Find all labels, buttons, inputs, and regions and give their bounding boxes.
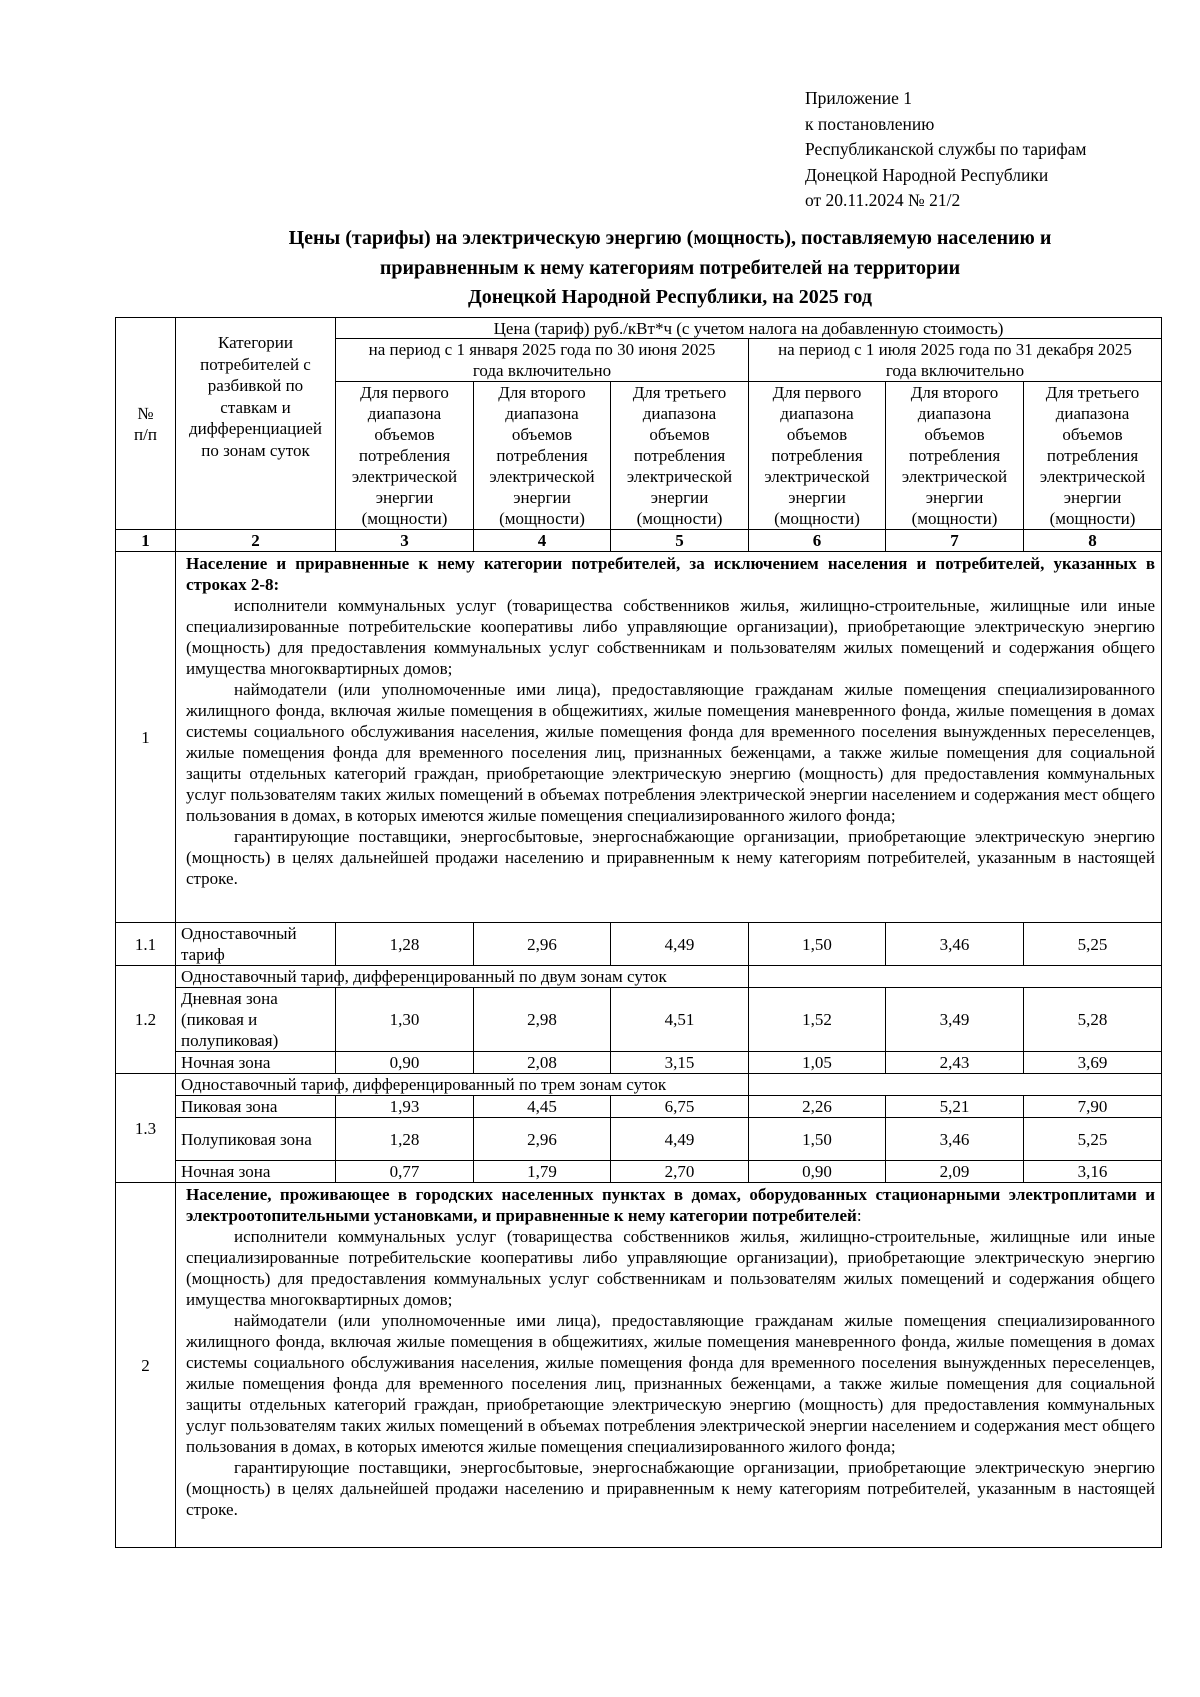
row-label: Полупиковая зона <box>176 1118 336 1161</box>
column-number: 3 <box>336 530 474 552</box>
tariff-value: 2,08 <box>474 1052 611 1074</box>
tariff-value: 3,69 <box>1024 1052 1162 1074</box>
title-line: Донецкой Народной Республики, на 2025 год <box>468 286 872 308</box>
tariff-value: 1,05 <box>749 1052 886 1074</box>
appendix-line: Республиканской службы по тарифам <box>805 139 1087 159</box>
tariff-value: 6,75 <box>611 1096 749 1118</box>
table-row <box>116 1074 1162 1096</box>
tariff-value: 2,09 <box>886 1161 1024 1183</box>
tariff-value: 5,28 <box>1024 988 1162 1052</box>
appendix-line: Приложение 1 <box>805 88 913 108</box>
header-price: Цена (тариф) руб./кВт*ч (с учетом налога на добавленную стоимость) <box>336 318 1162 339</box>
section-2-description <box>176 1183 1162 1548</box>
tariff-value: 2,43 <box>886 1052 1024 1074</box>
section-heading: Население и приравненные к нему категории потребителей, за исключением населения и потребителей, указанных в строках 2-8: <box>186 554 1156 594</box>
column-number: 6 <box>749 530 886 552</box>
tariff-value: 1,93 <box>336 1096 474 1118</box>
column-number: 1 <box>116 530 176 552</box>
appendix-line: к постановлению <box>805 113 935 134</box>
tariff-value: 1,52 <box>749 988 886 1052</box>
section-paragraph: наймодатели (или уполномоченные ими лица), предоставляющие гражданам жилые помещения специализированного жилищного фонда, включая жилые помещения в общежитиях, жилые помещения маневренного фонда, жилые помещения в домах системы социального обслуживания населения, жилые помещения фонда для временного поселения вынужденных переселенцев, жилые помещения фонда для временного поселения лиц, признанных беженцами, а также жилые помещения для социальной защиты отдельных категорий граждан, приобретающие электрическую энергию (мощность) для предоставления коммунальных услуг пользователям таких жилых помещений в объемах потребления электрической энергии населением и содержания мест общего пользования в домах, в которых имеются жилые помещения специализированного жилого фонда; <box>186 1311 1156 1456</box>
header-range-2: Для второго диапазона объемов потребления электрической энергии (мощности) <box>474 382 611 530</box>
row-label: Пиковая зона <box>176 1096 336 1118</box>
appendix-block <box>805 86 1087 214</box>
table-row <box>116 1161 1162 1183</box>
tariff-value: 1,50 <box>749 923 886 966</box>
tariff-value: 3,46 <box>886 1118 1024 1161</box>
section-2-row <box>116 1183 1162 1548</box>
column-number: 4 <box>474 530 611 552</box>
section-paragraph: исполнители коммунальных услуг (товарищества собственников жилья, жилищно-строительные, жилищные или иные специализированные потребительские кооперативы либо управляющие организации), приобретающие электрическую энергию (мощность) для предоставления коммунальных услуг собственникам и пользователям жилых помещений и содержания общего имущества многоквартирных домов; <box>186 596 1156 678</box>
section-heading-tail: : <box>856 1206 862 1225</box>
tariff-value: 7,90 <box>1024 1096 1162 1118</box>
appendix-line: Донецкой Народной Республики <box>805 164 1049 185</box>
column-number: 2 <box>176 530 336 552</box>
tariff-value: 4,51 <box>611 988 749 1052</box>
section-heading: Население, проживающее в городских населенных пунктах в домах, оборудованных стационарными электроплитами и электроотопительными установками, и приравненные к нему категории потребителей <box>186 1185 1156 1225</box>
tariff-value: 5,25 <box>1024 923 1162 966</box>
row-label: Одноставочный тариф <box>176 923 336 966</box>
tariff-value: 2,70 <box>611 1161 749 1183</box>
section-1-row <box>116 552 1162 923</box>
header-period-1: на период с 1 января 2025 года по 30 июня 2025 года включительно <box>336 339 749 382</box>
tariff-value: 1,79 <box>474 1161 611 1183</box>
table-row <box>116 988 1162 1052</box>
tariff-table <box>115 317 1162 1548</box>
row-number: 1.1 <box>116 923 176 966</box>
header-range-1: Для первого диапазона объемов потребления электрической энергии (мощности) <box>336 382 474 530</box>
title-line: приравненным к нему категориям потребителей на территории <box>379 256 961 279</box>
row-number: 1.2 <box>116 966 176 1074</box>
appendix-date-line: от 20.11.2024 № 21/2 <box>805 190 961 210</box>
tariff-value: 4,49 <box>611 1118 749 1161</box>
column-number: 7 <box>886 530 1024 552</box>
tariff-value: 1,28 <box>336 1118 474 1161</box>
table-row <box>116 966 1162 988</box>
row-subheading: Одноставочный тариф, дифференцированный по двум зонам суток <box>176 966 749 988</box>
tariff-value: 4,49 <box>611 923 749 966</box>
section-paragraph: исполнители коммунальных услуг (товарищества собственников жилья, жилищно-строительные, жилищные или иные специализированные потребительские кооперативы либо управляющие организации), приобретающие электрическую энергию (мощность) для предоставления коммунальных услуг собственникам и пользователям жилых помещений и содержания общего имущества многоквартирных домов; <box>186 1227 1156 1309</box>
column-number: 8 <box>1024 530 1162 552</box>
tariff-value: 1,50 <box>749 1118 886 1161</box>
tariff-value: 2,98 <box>474 988 611 1052</box>
table-row <box>116 1052 1162 1074</box>
tariff-value: 2,96 <box>474 923 611 966</box>
empty-cell <box>749 966 1162 988</box>
section-1-description <box>176 552 1162 923</box>
tariff-value: 3,15 <box>611 1052 749 1074</box>
column-number: 5 <box>611 530 749 552</box>
tariff-value: 5,21 <box>886 1096 1024 1118</box>
row-label: Ночная зона <box>176 1161 336 1183</box>
section-paragraph: гарантирующие поставщики, энергосбытовые, энергоснабжающие организации, приобретающие электрическую энергию (мощность) в целях дальнейшей продажи населению и приравненным к нему категориям потребителей, указанным в настоящей строке. <box>186 1458 1156 1519</box>
tariff-value: 3,16 <box>1024 1161 1162 1183</box>
row-label: Ночная зона <box>176 1052 336 1074</box>
tariff-value: 2,96 <box>474 1118 611 1161</box>
tariff-value: 5,25 <box>1024 1118 1162 1161</box>
header-range-3: Для третьего диапазона объемов потребления электрической энергии (мощности) <box>1024 382 1162 530</box>
title-line: Цены (тарифы) на электрическую энергию (мощность), поставляемую населению и <box>288 227 1052 249</box>
section-paragraph: гарантирующие поставщики, энергосбытовые, энергоснабжающие организации, приобретающие электрическую энергию (мощность) в целях дальнейшей продажи населению и приравненным к нему категориям потребителей, указанным в настоящей строке. <box>186 827 1156 888</box>
tariff-value: 4,45 <box>474 1096 611 1118</box>
tariff-value: 0,90 <box>336 1052 474 1074</box>
row-label: Дневная зона (пиковая и полупиковая) <box>176 988 336 1052</box>
header-category: Категории потребителей с разбивкой по ставкам и дифференциацией по зонам суток <box>176 318 336 530</box>
tariff-value: 3,49 <box>886 988 1024 1052</box>
row-subheading: Одноставочный тариф, дифференцированный по трем зонам суток <box>176 1074 749 1096</box>
tariff-value: 2,26 <box>749 1096 886 1118</box>
table-row <box>116 1118 1162 1161</box>
column-number-row <box>116 530 1162 552</box>
header-range-3: Для третьего диапазона объемов потребления электрической энергии (мощности) <box>611 382 749 530</box>
empty-cell <box>749 1074 1162 1096</box>
row-number: 2 <box>116 1183 176 1548</box>
header-number: № п/п <box>116 318 176 530</box>
header-range-2: Для второго диапазона объемов потребления электрической энергии (мощности) <box>886 382 1024 530</box>
tariff-value: 1,30 <box>336 988 474 1052</box>
section-paragraph: наймодатели (или уполномоченные ими лица), предоставляющие гражданам жилые помещения специализированного жилищного фонда, включая жилые помещения в общежитиях, жилые помещения маневренного фонда, жилые помещения в домах системы социального обслуживания населения, жилые помещения фонда для временного поселения вынужденных переселенцев, жилые помещения фонда для временного поселения лиц, признанных беженцами, а также жилые помещения для социальной защиты отдельных категорий граждан, приобретающие электрическую энергию (мощность) для предоставления коммунальных услуг пользователям таких жилых помещений в объемах потребления электрической энергии населением и содержания мест общего пользования в домах, в которых имеются жилые помещения специализированного жилого фонда; <box>186 680 1156 825</box>
header-range-1: Для первого диапазона объемов потребления электрической энергии (мощности) <box>749 382 886 530</box>
tariff-value: 3,46 <box>886 923 1024 966</box>
table-row <box>116 1096 1162 1118</box>
header-period-2: на период с 1 июля 2025 года по 31 декабря 2025 года включительно <box>749 339 1162 382</box>
row-number: 1.3 <box>116 1074 176 1183</box>
tariff-value: 0,77 <box>336 1161 474 1183</box>
tariff-value: 1,28 <box>336 923 474 966</box>
table-row <box>116 923 1162 966</box>
tariff-value: 0,90 <box>749 1161 886 1183</box>
document-title <box>120 224 1200 313</box>
row-number: 1 <box>116 552 176 923</box>
